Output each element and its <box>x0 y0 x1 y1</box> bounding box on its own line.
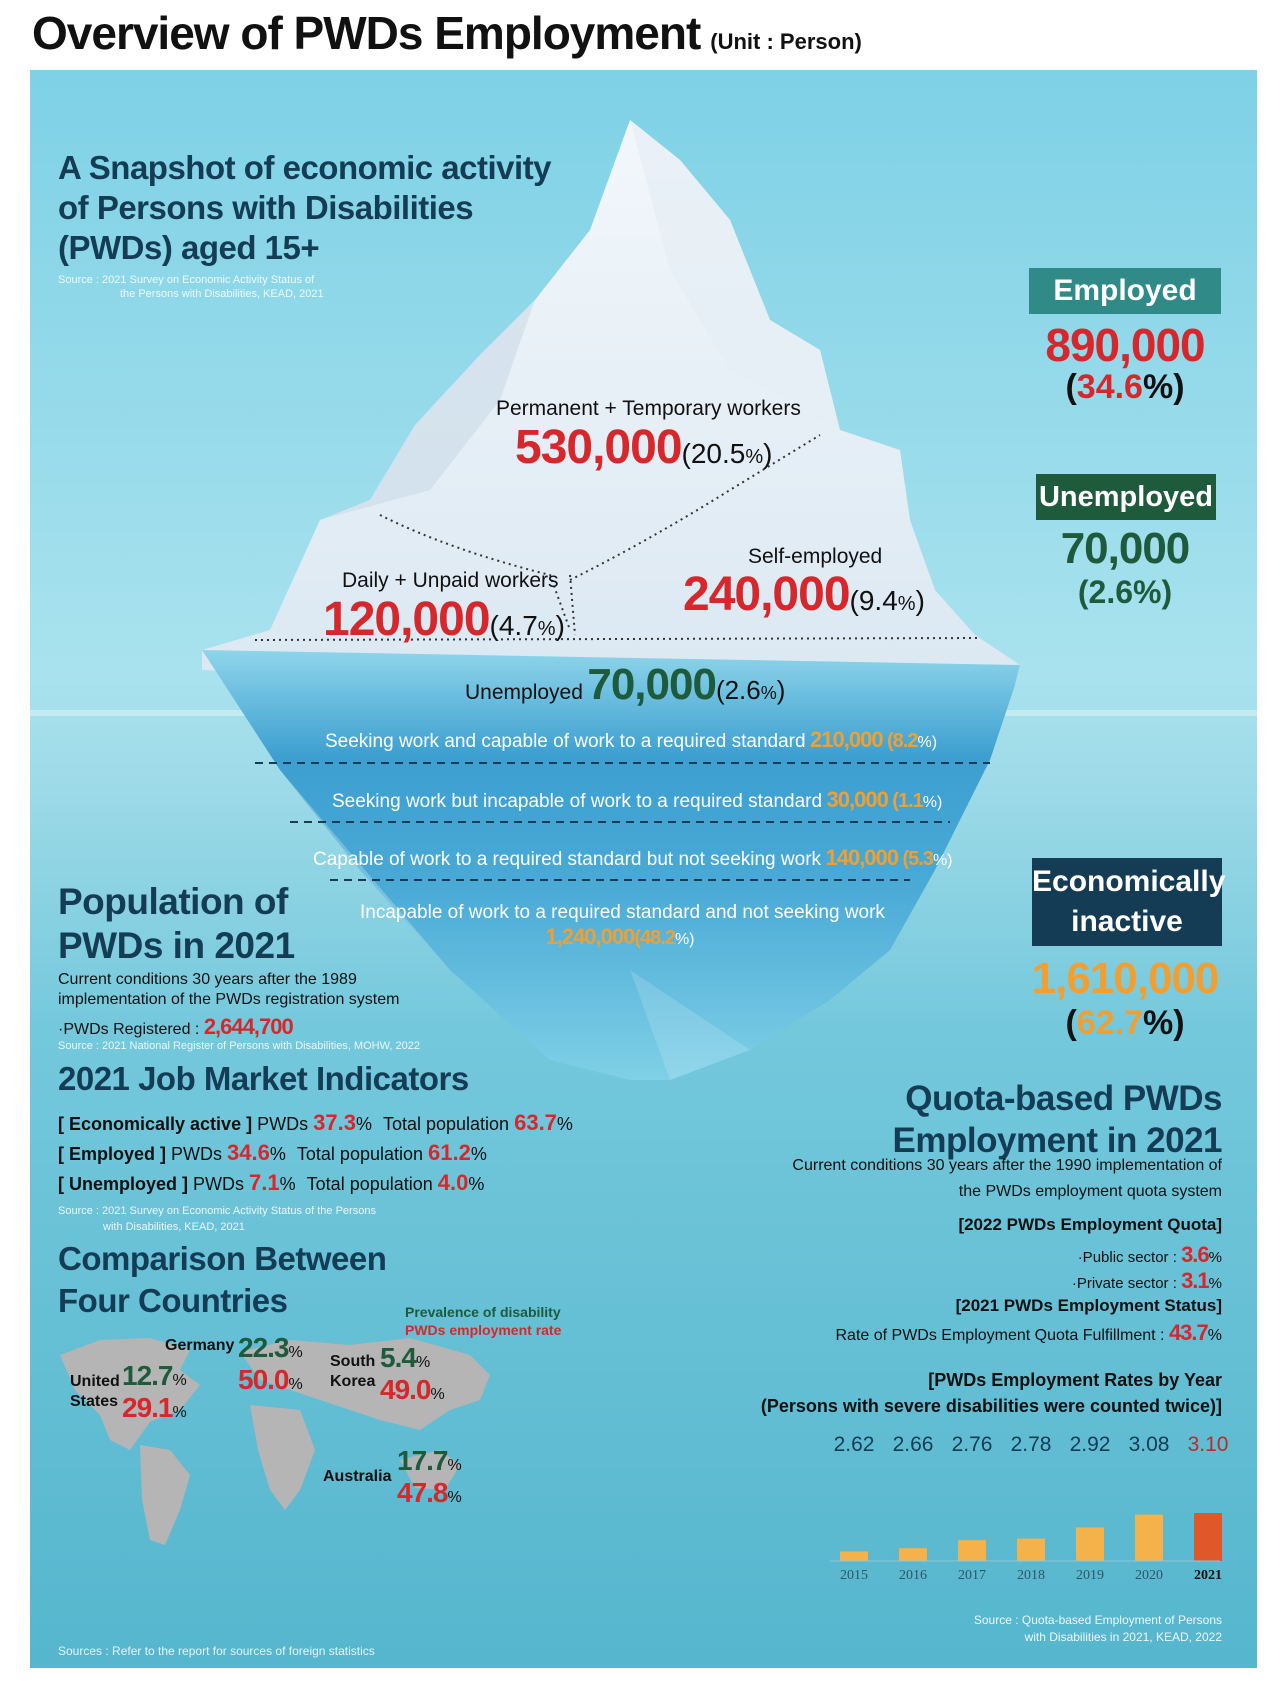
legend-prevalence: Prevalence of disability <box>405 1304 561 1320</box>
self-value <box>683 567 925 622</box>
prevalence-value: 17.7 <box>397 1445 448 1476</box>
pct-close: ) <box>763 438 773 469</box>
snapshot-heading-line: A Snapshot of economic activity <box>58 149 552 186</box>
title-text: Overview of PWDs Employment <box>32 7 701 59</box>
country-name: Korea <box>330 1373 376 1390</box>
prevalence-value: 12.7 <box>122 1360 173 1391</box>
self-label <box>748 545 882 569</box>
category-label: 2016 <box>899 1568 927 1583</box>
employment-rates-chart <box>820 1415 1250 1585</box>
row-value: 140,000 <box>825 845 899 870</box>
row-pct: (1.1 <box>892 790 923 812</box>
pct-sign: % <box>1208 1275 1222 1292</box>
country-name: Australia <box>323 1468 392 1485</box>
heading-line: Population of <box>58 881 288 922</box>
pct-sign: % <box>288 1344 303 1361</box>
daily-value <box>323 592 565 647</box>
heading-line: PWDs in 2021 <box>58 925 295 966</box>
bar-2021 <box>1194 1513 1222 1561</box>
country-values-korea <box>380 1342 445 1406</box>
public-value: 3.6 <box>1181 1242 1209 1267</box>
prevalence-value: 5.4 <box>380 1342 416 1373</box>
pct-sign: % <box>556 1114 573 1134</box>
indicator-row <box>58 1140 487 1166</box>
badge-text: inactive <box>1071 905 1183 938</box>
snapshot-heading <box>58 148 551 268</box>
row-pct: (48.2 <box>634 927 675 949</box>
total-value: 63.7 <box>514 1110 557 1135</box>
pct-text: (9.4 <box>849 585 898 616</box>
pct-sign: % <box>430 1386 445 1403</box>
label-text: Permanent + Temporary workers <box>496 397 801 420</box>
indicator-label: [ Employed ] <box>58 1144 167 1164</box>
indicator-label: [ Unemployed ] <box>58 1174 189 1194</box>
private-label: ·Private sector : <box>1071 1275 1182 1292</box>
public-label: ·Public sector : <box>1077 1249 1182 1266</box>
pct-sign: % <box>279 1174 296 1194</box>
legend-employment: PWDs employment rate <box>405 1322 562 1338</box>
inactive-badge <box>1032 858 1226 946</box>
bar-2018 <box>1017 1539 1045 1561</box>
pct-close: %) <box>1142 368 1185 406</box>
pwd-label: PWDs <box>193 1174 245 1194</box>
row-sign: %) <box>674 931 695 948</box>
private-sector <box>630 1268 1222 1294</box>
pct-sign: % <box>447 1457 462 1474</box>
heading-line: Four Countries <box>58 1282 288 1319</box>
population-desc <box>58 970 399 1010</box>
category-label: 2020 <box>1135 1568 1163 1583</box>
country-name-korea <box>330 1352 375 1392</box>
pwd-value: 37.3 <box>313 1110 356 1135</box>
indicator-row <box>58 1110 573 1136</box>
row-text: Seeking work and capable of work to a required standard <box>325 731 806 752</box>
rates-heading <box>630 1367 1222 1419</box>
prevalence-value: 22.3 <box>238 1332 289 1363</box>
total-label: Total population <box>306 1174 433 1194</box>
value-text: 120,000 <box>323 593 490 646</box>
row-value: 210,000 <box>810 727 883 752</box>
desc-line: the PWDs employment quota system <box>958 1183 1222 1200</box>
iceberg-unemployed <box>465 660 785 710</box>
pct-value: 62.7 <box>1076 1004 1143 1042</box>
heading-line: (Persons with severe disabilities were counted twice)] <box>760 1396 1222 1416</box>
private-value: 3.1 <box>1181 1268 1209 1293</box>
registered-label: ·PWDs Registered : <box>58 1021 204 1038</box>
country-name: South <box>330 1353 376 1370</box>
value-text: 70,000 <box>587 660 716 709</box>
pct-sign: % <box>897 593 916 615</box>
unemployed-badge <box>1036 474 1216 520</box>
pct-open: ( <box>1065 368 1077 406</box>
bar-value-label: 3.08 <box>1128 1433 1170 1456</box>
quota-desc <box>630 1153 1222 1205</box>
employed-value: 890,000 <box>1045 319 1205 371</box>
pct-open: ( <box>1065 1004 1077 1042</box>
inactive-pct <box>1000 1004 1250 1043</box>
category-label: 2017 <box>958 1568 986 1583</box>
employment-value: 50.0 <box>238 1364 289 1395</box>
comparison-legend <box>405 1303 561 1339</box>
heading-line: [PWDs Employment Rates by Year <box>928 1370 1222 1390</box>
country-name-us <box>70 1372 120 1412</box>
bar-2015 <box>840 1551 868 1561</box>
country-name: United <box>70 1373 120 1390</box>
total-label: Total population <box>382 1114 510 1134</box>
row-sign: %) <box>932 852 953 869</box>
badge-text: Employed <box>1053 274 1197 307</box>
pwds-registered <box>58 1014 293 1040</box>
pct-text: (20.5 <box>681 438 746 469</box>
pct-close: ) <box>555 610 565 641</box>
row-pct: (8.2 <box>887 730 918 752</box>
pct-sign: % <box>1208 1249 1222 1266</box>
pct-sign: % <box>269 1144 286 1164</box>
country-name-australia <box>323 1468 391 1486</box>
bar-value-label: 2.66 <box>892 1433 934 1456</box>
fulfillment-value: 43.7 <box>1168 1320 1208 1345</box>
title-unit: (Unit : Person) <box>710 29 862 54</box>
quota-2022-heading: [2022 PWDs Employment Quota] <box>958 1215 1222 1234</box>
pwd-label: PWDs <box>257 1114 309 1134</box>
public-sector <box>630 1242 1222 1268</box>
employment-value: 49.0 <box>380 1374 431 1405</box>
employment-value: 29.1 <box>122 1392 173 1423</box>
total-value: 4.0 <box>437 1170 469 1195</box>
pct-close: ) <box>915 585 925 616</box>
pct-sign: % <box>447 1489 462 1506</box>
page-title <box>32 6 862 60</box>
snapshot-heading-line: of Persons with Disabilities <box>58 189 474 226</box>
inactive-row <box>313 845 953 871</box>
quota-source <box>730 1612 1222 1646</box>
pct-text: (4.7 <box>489 610 538 641</box>
pct-sign: % <box>288 1376 303 1393</box>
pct-sign: % <box>415 1354 431 1371</box>
value-text: 240,000 <box>683 568 850 621</box>
unemployed-value: 70,000 <box>1060 524 1190 573</box>
bar-value-label: 2.62 <box>833 1433 875 1456</box>
snapshot-heading-line: (PWDs) aged 15+ <box>58 229 320 266</box>
fulfillment-label: Rate of PWDs Employment Quota Fulfillment : <box>835 1327 1169 1344</box>
inactive-row <box>360 902 885 950</box>
category-label: 2018 <box>1017 1568 1045 1583</box>
bar-2017 <box>958 1540 986 1561</box>
pct-sign: % <box>760 683 777 703</box>
inactive-row <box>332 787 942 813</box>
registered-value: 2,644,700 <box>203 1014 293 1039</box>
infographic-panel <box>30 70 1257 1668</box>
bar-2016 <box>899 1548 927 1561</box>
bar-2020 <box>1135 1515 1163 1561</box>
badge-text: Unemployed <box>1038 481 1214 513</box>
row-value: 1,240,000 <box>545 924 635 949</box>
heading-line: Employment in 2021 <box>892 1121 1222 1160</box>
indicator-row <box>58 1170 484 1196</box>
employed-pct <box>1000 368 1250 407</box>
pwd-value: 34.6 <box>227 1140 270 1165</box>
pwd-value: 7.1 <box>249 1170 280 1195</box>
comparison-source: Sources : Refer to the report for sources of foreign statistics <box>58 1644 375 1658</box>
employment-value: 47.8 <box>397 1477 448 1508</box>
pct-sign: % <box>745 446 764 468</box>
comparison-heading <box>58 1238 386 1322</box>
source-line: Source : Quota-based Employment of Persons <box>973 1613 1222 1627</box>
category-label: 2021 <box>1194 1568 1222 1583</box>
row-text: Incapable of work to a required standard and not seeking work <box>360 902 885 923</box>
desc-line: Current conditions 30 years after the 1990 implementation of <box>792 1157 1222 1174</box>
country-values-germany <box>238 1332 303 1396</box>
heading-line: Quota-based PWDs <box>905 1079 1222 1118</box>
unemployed-pct: (2.6%) <box>1077 574 1173 610</box>
bar-value-label: 2.76 <box>951 1433 993 1456</box>
pct-sign: % <box>1207 1327 1222 1344</box>
country-name: States <box>70 1393 119 1410</box>
label-text: Daily + Unpaid workers <box>342 569 559 592</box>
bar-2019 <box>1076 1527 1104 1561</box>
permanent-label <box>496 397 801 421</box>
bar-value-label: 3.10 <box>1187 1433 1229 1456</box>
row-text: Seeking work but incapable of work to a required standard <box>332 791 823 812</box>
pct-value: 34.6 <box>1076 368 1143 406</box>
bar-value-label: 2.78 <box>1010 1433 1052 1456</box>
indicator-label: [ Economically active ] <box>58 1114 253 1134</box>
permanent-value <box>515 420 772 475</box>
pct-sign: % <box>537 618 556 640</box>
source-line: with Disabilities, KEAD, 2021 <box>103 1221 245 1233</box>
quota-heading <box>630 1078 1222 1162</box>
pct-sign: % <box>355 1114 372 1134</box>
source-line: Source : 2021 Survey on Economic Activity Status of <box>58 274 315 286</box>
desc-line: implementation of the PWDs registration system <box>58 991 400 1008</box>
heading-line: Comparison Between <box>58 1240 387 1277</box>
pct-close: ) <box>776 675 786 705</box>
pct-close: %) <box>1142 1004 1185 1042</box>
country-name: Germany <box>165 1337 235 1354</box>
row-sign: %) <box>922 794 943 811</box>
row-sign: %) <box>917 734 938 751</box>
category-label: 2019 <box>1076 1568 1104 1583</box>
label-text: Unemployed <box>465 681 583 704</box>
country-values-australia <box>397 1445 462 1509</box>
source-line: with Disabilities in 2021, KEAD, 2022 <box>1024 1630 1222 1644</box>
bar-value-label: 2.92 <box>1069 1433 1111 1456</box>
source-line: Source : 2021 Survey on Economic Activity Status of the Persons <box>58 1205 376 1217</box>
daily-label <box>342 569 559 593</box>
desc-line: Current conditions 30 years after the 1989 <box>58 971 357 988</box>
inactive-value: 1,610,000 <box>1031 954 1219 1003</box>
row-value: 30,000 <box>826 787 888 812</box>
pct-text: (2.6 <box>715 675 761 705</box>
country-values-us <box>122 1360 187 1424</box>
total-value: 61.2 <box>428 1140 471 1165</box>
category-label: 2015 <box>840 1568 868 1583</box>
pct-sign: % <box>470 1144 487 1164</box>
indicators-source <box>58 1203 376 1235</box>
population-heading <box>58 880 295 968</box>
label-text: Self-employed <box>748 545 883 568</box>
pwd-label: PWDs <box>171 1144 223 1164</box>
population-source: Source : 2021 National Register of Persons with Disabilities, MOHW, 2022 <box>58 1040 420 1052</box>
indicators-heading: 2021 Job Market Indicators <box>58 1060 469 1097</box>
row-pct: (5.3 <box>902 848 933 870</box>
fulfillment-rate <box>630 1320 1222 1346</box>
snapshot-source <box>58 273 324 301</box>
total-label: Total population <box>296 1144 424 1164</box>
country-name-germany <box>165 1337 234 1355</box>
badge-text: Economically <box>1032 865 1226 898</box>
pct-sign: % <box>172 1404 187 1421</box>
source-line: the Persons with Disabilities, KEAD, 2021 <box>120 288 324 300</box>
row-text: Capable of work to a required standard but not seeking work <box>313 849 822 870</box>
pct-sign: % <box>172 1372 187 1389</box>
employed-badge <box>1029 268 1221 314</box>
inactive-row <box>325 727 937 753</box>
pct-sign: % <box>468 1174 485 1194</box>
value-text: 530,000 <box>515 421 682 474</box>
status-heading: [2021 PWDs Employment Status] <box>955 1296 1222 1315</box>
